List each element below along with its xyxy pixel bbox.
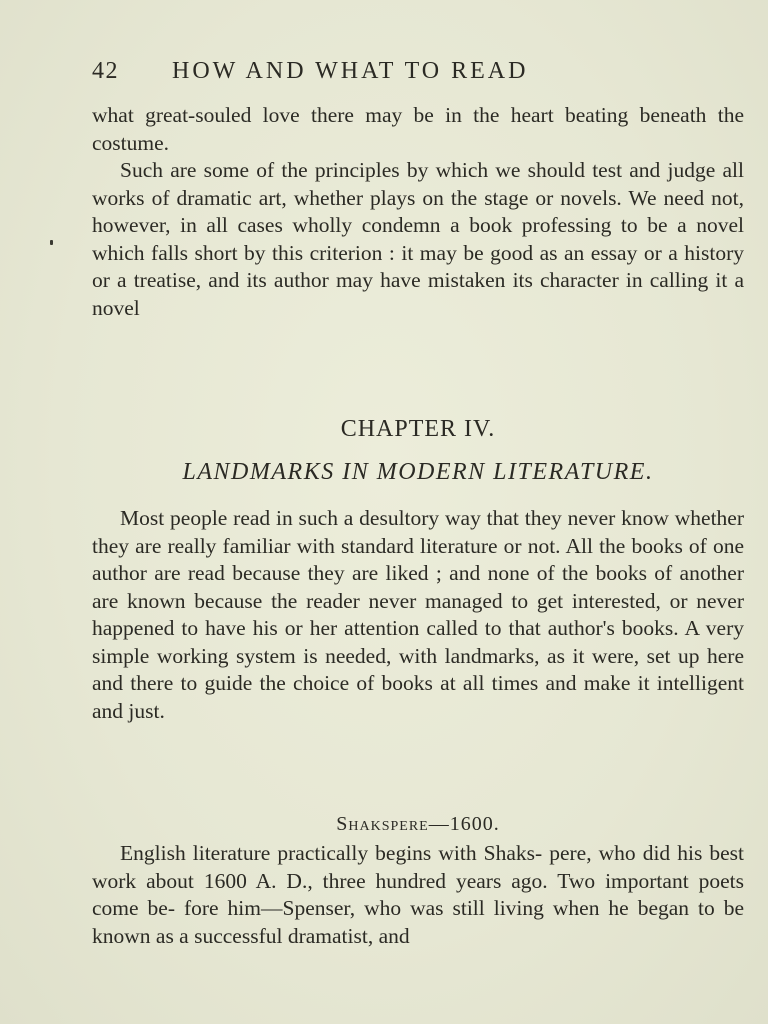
section-text	[92, 840, 744, 950]
section-heading: Shakspere—1600.	[336, 813, 500, 835]
print-speck	[50, 240, 53, 245]
page-number: 42	[92, 58, 119, 84]
running-title: HOW AND WHAT TO READ	[172, 58, 529, 84]
continuation-text	[92, 102, 744, 322]
paragraph: Such are some of the principles by which we should test and judge all works of dramatic art, whether plays on the stage or novels. We need not, however, in all cases wholly condemn a book professing to be a novel which falls short by this criterion : it may be good as an essay or a history or a treatise, and its author may have mistaken its character in calling it a novel	[92, 158, 744, 320]
paragraph: what great-souled love there may be in the heart beating beneath the costume.	[92, 103, 744, 155]
paragraph: English literature practically begins with Shaks- pere, who did his best work about 1600 A. D., three hundred years ago. Two important poets come be- fore him—Spenser, who was still living when he began to be known as a successful dramatist, and	[92, 841, 744, 948]
chapter-title: LANDMARKS IN MODERN LITERATURE.	[182, 459, 654, 485]
chapter-number: CHAPTER IV.	[340, 416, 496, 442]
paragraph: Most people read in such a desultory way that they never know whether they are really familiar with standard literature or not. All the books of one author are read because they are liked ; and none of the books of another are known because the reader never managed to get interested, or never happened to have his or her attention called to that author's books. A very simple working system is needed, with landmarks, as it were, set up here and there to guide the choice of books at all times and make it intelligent and just.	[92, 506, 744, 723]
running-head	[92, 58, 744, 92]
chapter-text	[92, 505, 744, 725]
